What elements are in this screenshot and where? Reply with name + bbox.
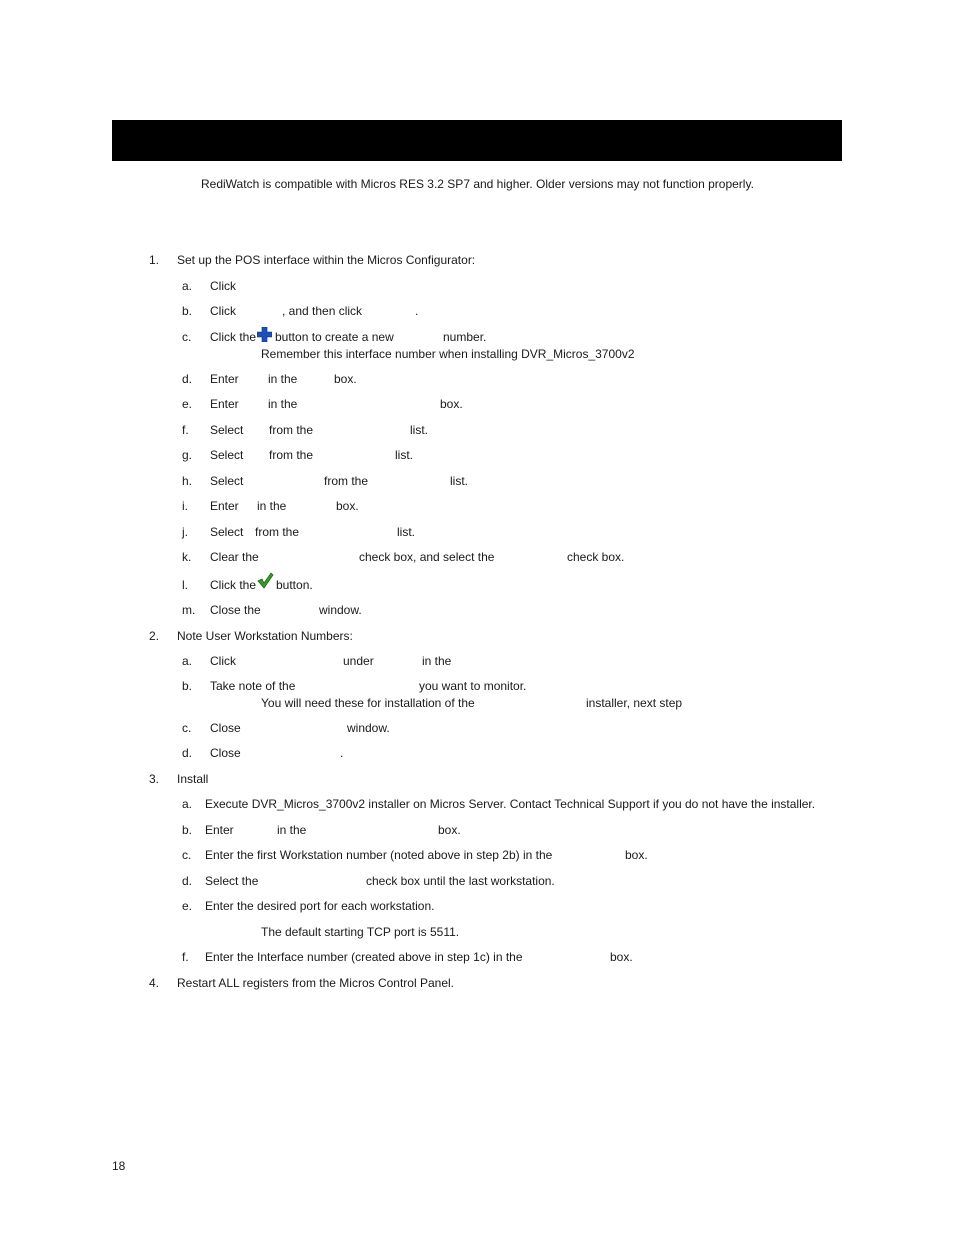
step-2-number: 2.: [149, 629, 160, 643]
step-2d-text-2: .: [340, 746, 344, 760]
step-1m-letter: m.: [182, 603, 196, 617]
step-3f-text-1: Enter the Interface number (created above in step 1c) in the: [205, 950, 523, 964]
step-1j-text-3: list.: [397, 525, 415, 539]
step-1f-text-1: Select: [210, 423, 244, 437]
step-1f-text-2: from the: [269, 423, 314, 437]
step-1d-letter: d.: [182, 372, 193, 386]
step-1d-text-1: Enter: [210, 372, 239, 386]
step-1-number: 1.: [149, 253, 160, 267]
step-1i-letter: i.: [182, 499, 188, 513]
step-3a-letter: a.: [182, 797, 193, 811]
step-3f-text-2: box.: [610, 950, 633, 964]
step-1g-text-3: list.: [395, 448, 413, 462]
step-1m-text-2: window.: [319, 603, 362, 617]
plus-icon: [257, 327, 272, 342]
step-1m-text-1: Close the: [210, 603, 261, 617]
step-3d-letter: d.: [182, 874, 193, 888]
step-1b-letter: b.: [182, 304, 193, 318]
step-2c-text-1: Close: [210, 721, 241, 735]
step-2c-letter: c.: [182, 721, 192, 735]
step-2c-text-2: window.: [347, 721, 390, 735]
step-1l-text-2: button.: [276, 578, 313, 592]
step-1k-text-1: Clear the: [210, 550, 259, 564]
step-3e-note: The default starting TCP port is 5511.: [261, 925, 460, 939]
step-1k-letter: k.: [182, 550, 192, 564]
intro-paragraph: RediWatch is compatible with Micros RES 3.2 SP7 and higher. Older versions may not function properly.: [201, 177, 754, 191]
step-1i-text-1: Enter: [210, 499, 239, 513]
step-2a-text-2: under: [343, 654, 374, 668]
step-1j-text-1: Select: [210, 525, 244, 539]
step-3f-letter: f.: [182, 950, 189, 964]
page-number: 18: [112, 1159, 126, 1173]
step-1e-text-3: box.: [440, 397, 463, 411]
step-3c-text-1: Enter the first Workstation number (noted above in step 2b) in the: [205, 848, 553, 862]
step-1h-text-1: Select: [210, 474, 244, 488]
step-1d-text-2: in the: [268, 372, 298, 386]
step-2b-text-2: you want to monitor.: [419, 679, 527, 693]
step-3c-text-2: box.: [625, 848, 648, 862]
step-1h-text-3: list.: [450, 474, 468, 488]
step-1e-letter: e.: [182, 397, 193, 411]
step-1c-letter: c.: [182, 330, 192, 344]
step-4-number: 4.: [149, 976, 160, 990]
step-1i-text-3: box.: [336, 499, 359, 513]
step-2b-note-1: You will need these for installation of the: [261, 696, 475, 710]
step-3b-text-1: Enter: [205, 823, 234, 837]
step-1h-letter: h.: [182, 474, 193, 488]
step-3c-letter: c.: [182, 848, 192, 862]
step-3e-text: Enter the desired port for each workstation.: [205, 899, 435, 913]
step-3b-letter: b.: [182, 823, 193, 837]
step-3d-text-1: Select the: [205, 874, 259, 888]
step-1h-text-2: from the: [324, 474, 369, 488]
section-header-bar: [112, 120, 842, 161]
step-1k-text-2: check box, and select the: [359, 550, 495, 564]
step-2a-text-3: in the: [422, 654, 452, 668]
step-1-text: Set up the POS interface within the Micros Configurator:: [177, 253, 476, 267]
step-3-number: 3.: [149, 772, 160, 786]
step-1i-text-2: in the: [257, 499, 287, 513]
step-1a-letter: a.: [182, 279, 193, 293]
step-2a-letter: a.: [182, 654, 193, 668]
step-1b-text-2: , and then click: [282, 304, 363, 318]
step-1g-text-1: Select: [210, 448, 244, 462]
step-1e-text-1: Enter: [210, 397, 239, 411]
step-1f-letter: f.: [182, 423, 189, 437]
step-1b-text-1: Click: [210, 304, 236, 318]
checkmark-icon: [257, 572, 274, 589]
step-1k-text-3: check box.: [567, 550, 625, 564]
step-1j-letter: j.: [182, 525, 188, 539]
step-3b-text-2: in the: [277, 823, 307, 837]
step-4-text: Restart ALL registers from the Micros Control Panel.: [177, 976, 454, 990]
step-1j-text-2: from the: [255, 525, 300, 539]
step-3a-text: Execute DVR_Micros_3700v2 installer on Micros Server. Contact Technical Support if you do not have the installer.: [205, 797, 816, 811]
step-3b-text-3: box.: [438, 823, 461, 837]
step-2b-letter: b.: [182, 679, 193, 693]
step-1l-letter: l.: [182, 578, 188, 592]
step-1f-text-3: list.: [410, 423, 428, 437]
step-2a-text-1: Click: [210, 654, 236, 668]
step-1d-text-3: box.: [334, 372, 357, 386]
step-2b-note-2: installer, next step: [586, 696, 683, 710]
step-1c-text-2: button to create a new: [275, 330, 394, 344]
step-1g-text-2: from the: [269, 448, 314, 462]
step-2-text: Note User Workstation Numbers:: [177, 629, 353, 643]
step-1e-text-2: in the: [268, 397, 298, 411]
step-2d-letter: d.: [182, 746, 193, 760]
step-1a-text: Click: [210, 279, 236, 293]
step-3-text: Install: [177, 772, 209, 786]
step-2b-text-1: Take note of the: [210, 679, 296, 693]
step-3d-text-2: check box until the last workstation.: [366, 874, 555, 888]
step-1g-letter: g.: [182, 448, 193, 462]
step-3e-letter: e.: [182, 899, 193, 913]
step-1l-text-1: Click the: [210, 578, 257, 592]
step-1c-text-1: Click the: [210, 330, 257, 344]
step-1c-text-3: number.: [443, 330, 487, 344]
step-1b-text-3: .: [415, 304, 419, 318]
step-2d-text-1: Close: [210, 746, 241, 760]
step-1c-note: Remember this interface number when installing DVR_Micros_3700v2: [261, 347, 635, 361]
